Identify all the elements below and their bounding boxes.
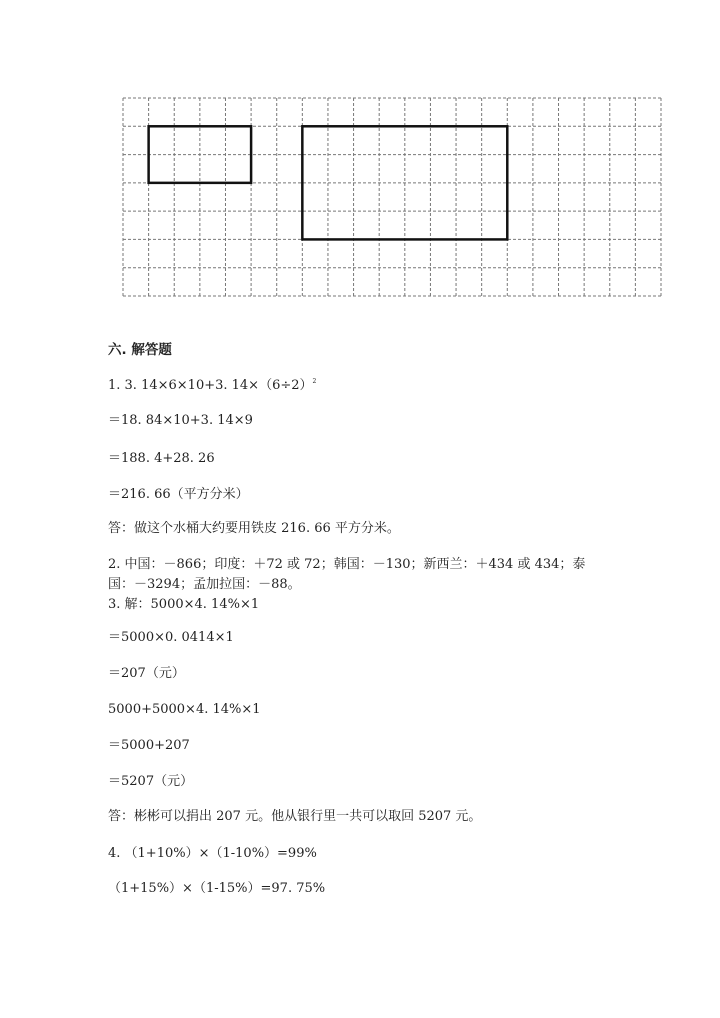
q3-line-1: 3. 解：5000×4. 14%×1 [108,597,260,612]
dashed-grid [122,97,662,297]
section-title: 六. 解答题 [108,342,172,358]
q1-line-4: ＝216. 66（平方分米） [108,487,249,502]
q3-line-3: ＝207（元） [108,666,185,681]
q3-answer: 答：彬彬可以捐出 207 元。他从银行里一共可以取回 5207 元。 [108,809,482,824]
q4-line-2: （1+15%）×（1-15%）=97. 75% [108,881,326,896]
q1-line-1 [108,373,316,395]
q1-answer: 答：做这个水桶大约要用铁皮 216. 66 平方分米。 [108,521,400,536]
q4-line-1: 4. （1+10%）×（1-10%）=99% [108,846,317,861]
q3-line-5: ＝5000+207 [108,738,190,753]
q3-line-6: ＝5207（元） [108,774,194,789]
q1-exponent: 2 [312,378,317,385]
q3-line-4: 5000+5000×4. 14%×1 [108,702,261,717]
q1-line-2: ＝18. 84×10+3. 14×9 [108,413,253,428]
q1-line-3: ＝188. 4+28. 26 [108,451,215,466]
q3-line-2: ＝5000×0. 0414×1 [108,630,234,645]
q1-expression: 1. 3. 14×6×10+3. 14×（6÷2） [108,378,313,393]
q2-text: 2. 中国：－866；印度：＋72 或 72；韩国：－130；新西兰：＋434 或 434；泰国：－3294；孟加拉国：－88。 [108,557,586,592]
grid-figure [122,97,660,295]
